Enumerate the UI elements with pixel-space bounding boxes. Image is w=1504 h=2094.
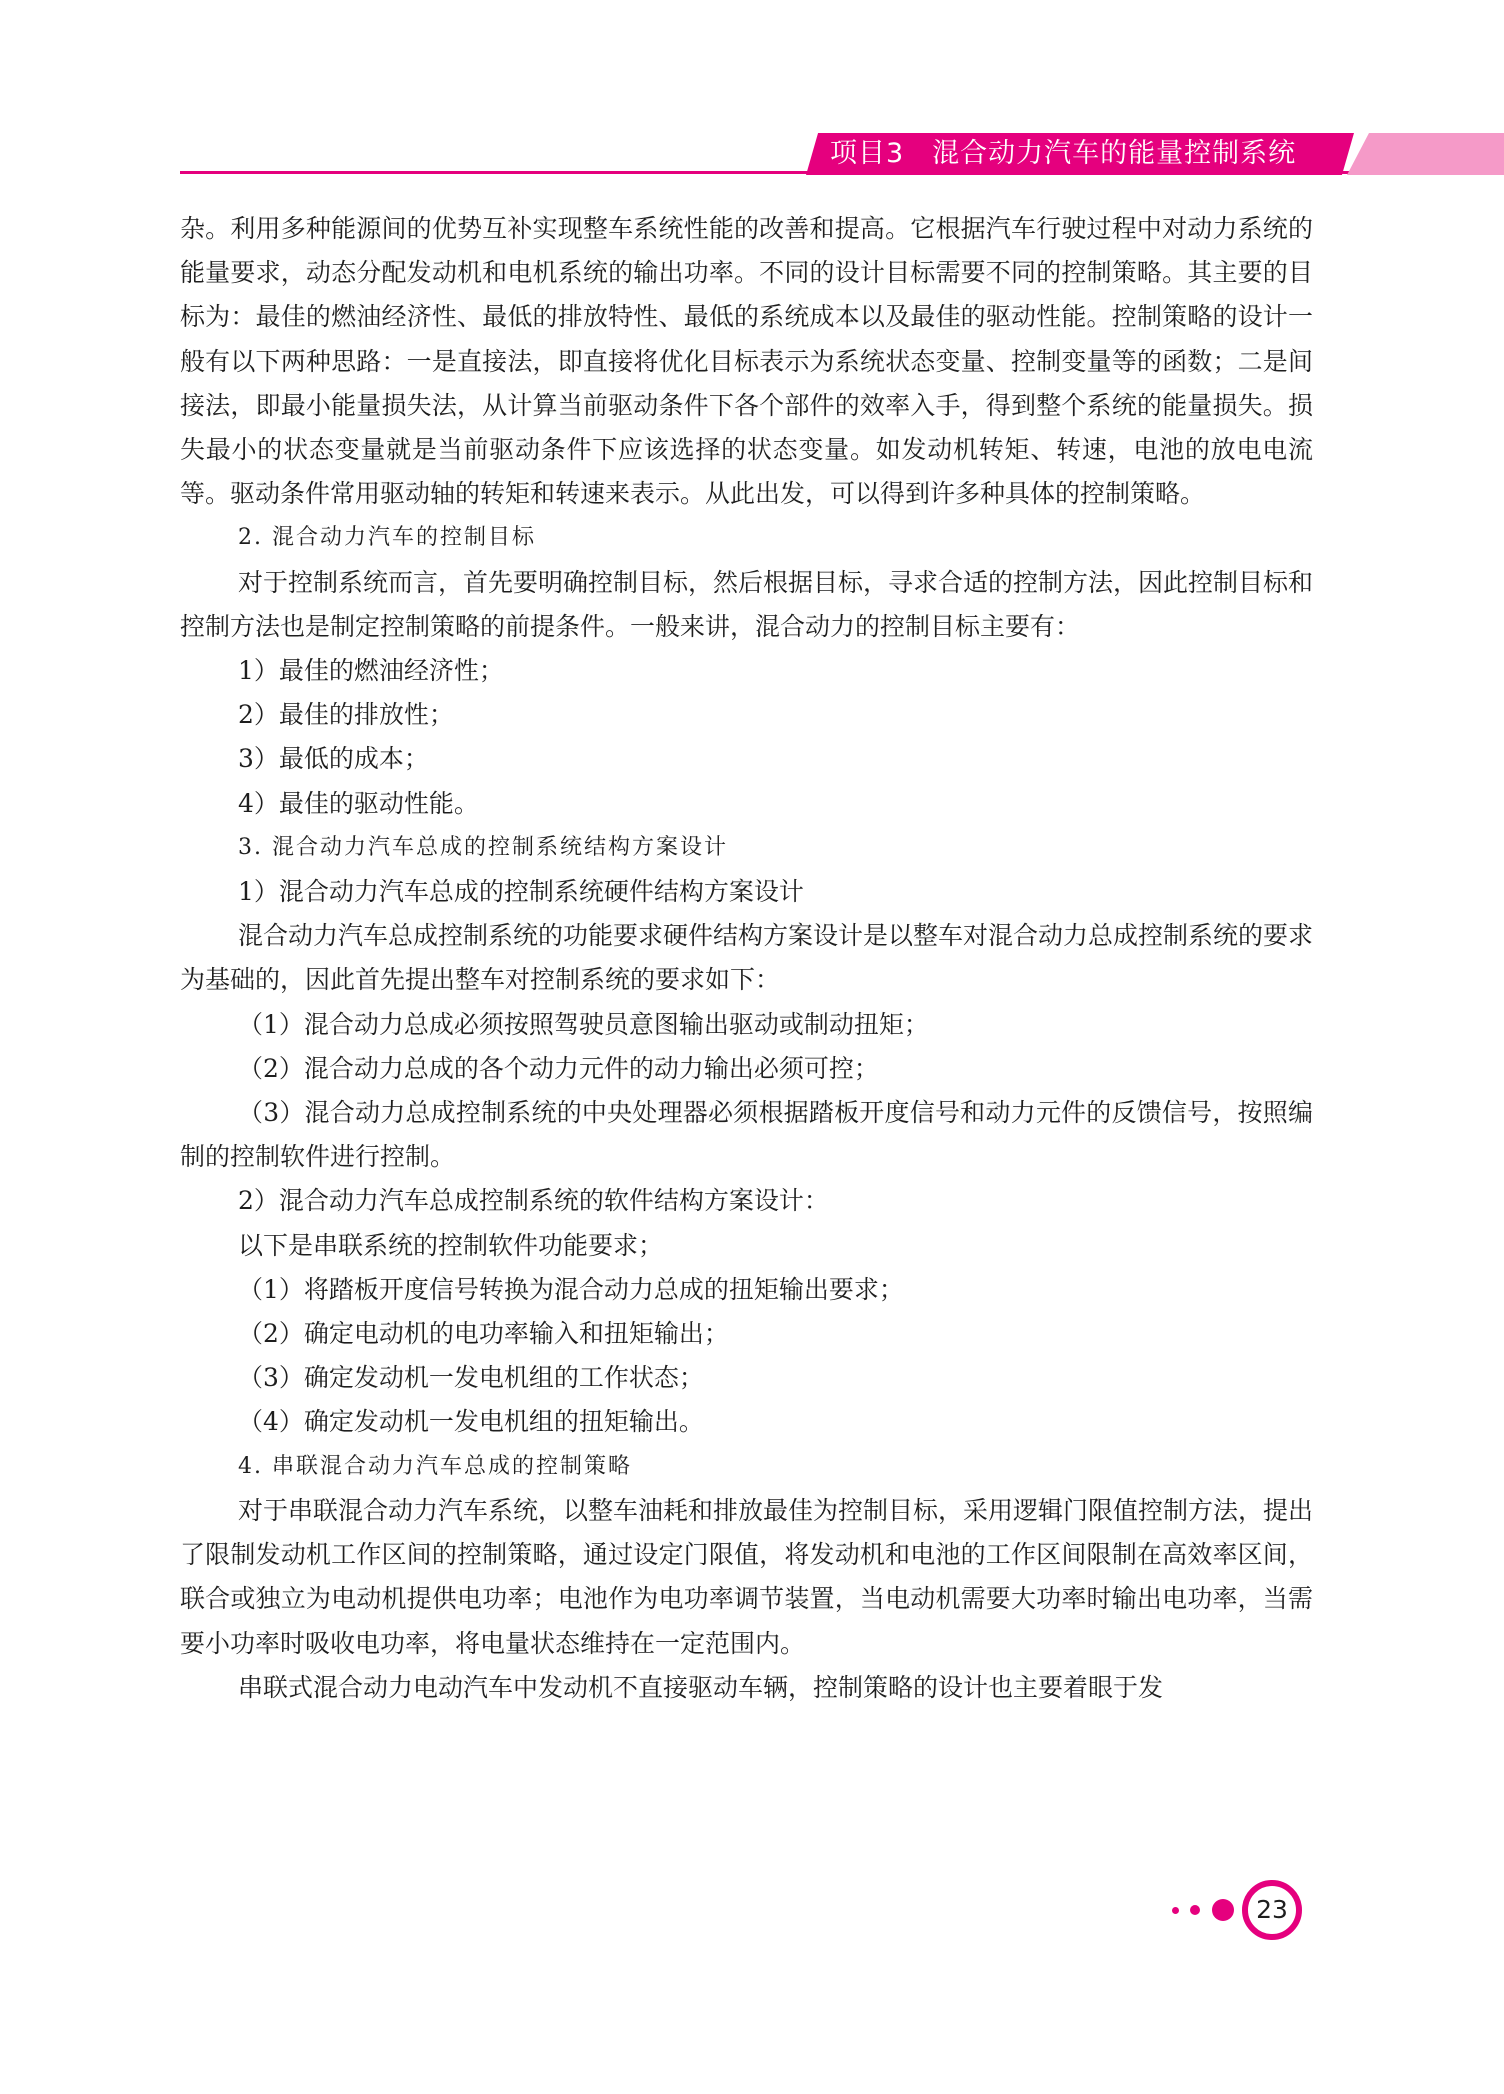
list-item: 2）混合动力汽车总成控制系统的软件结构方案设计： (238, 1186, 829, 1216)
section-heading: 4. 串联混合动力汽车总成的控制策略 (238, 1453, 632, 1479)
running-header-title: 项目3 混合动力汽车的能量控制系统 (830, 138, 1297, 169)
section-heading: 2. 混合动力汽车的控制目标 (238, 525, 536, 551)
list-item: 1）混合动力汽车总成的控制系统硬件结构方案设计 (238, 877, 804, 907)
list-item: 1）最佳的燃油经济性； (238, 656, 504, 686)
paragraph: 杂。利用多种能源间的优势互补实现整车系统性能的改善和提高。它根据汽车行驶过程中对动力系统的能量要求，动态分配发动机和电机系统的输出功率。不同的设计目标需要不同的控制策略。其主要的目标为：最佳的燃油经济性、最低的排放特性、最低的系统成本以及最佳的驱动性能。控制策略的设计一般有以下两种思路：一是直接法，即直接将优化目标表示为系统状态变量、控制变量等的函数；二是间接法，即最小能量损失法，从计算当前驱动条件下各个部件的效率入手，得到整个系统的能量损失。损失最小的状态变量就是当前驱动条件下应该选择的状态变量。如发动机转矩、转速，电池的放电电流等。驱动条件常用驱动轴的转矩和转速来表示。从此出发，可以得到许多种具体的控制策略。 (180, 214, 1313, 509)
paragraph: 混合动力汽车总成控制系统的功能要求硬件结构方案设计是以整车对混合动力总成控制系统的要求为基础的，因此首先提出整车对控制系统的要求如下： (180, 921, 1313, 995)
decor-dot-small (1172, 1907, 1179, 1914)
paragraph: 串联式混合动力电动汽车中发动机不直接驱动车辆，控制策略的设计也主要着眼于发 (238, 1672, 1164, 1702)
decor-dot-large (1212, 1899, 1234, 1921)
list-item: 4）最佳的驱动性能。 (238, 788, 479, 818)
list-item: （2）混合动力总成的各个动力元件的动力输出必须可控； (238, 1053, 879, 1083)
list-item: 以下是串联系统的控制软件功能要求； (238, 1230, 664, 1260)
paragraph: （3）混合动力总成控制系统的中央处理器必须根据踏板开度信号和动力元件的反馈信号，按照编制的控制软件进行控制。 (180, 1098, 1313, 1172)
page-number: 23 (1242, 1880, 1302, 1940)
decor-dot-medium (1190, 1905, 1200, 1915)
list-item: （2）确定电动机的电功率输入和扭矩输出； (238, 1319, 729, 1349)
list-item: （3）确定发动机一发电机组的工作状态； (238, 1363, 704, 1393)
body-text (180, 207, 1313, 1710)
list-item: 3）最低的成本； (238, 744, 429, 774)
list-item: （1）将踏板开度信号转换为混合动力总成的扭矩输出要求； (238, 1274, 904, 1304)
list-item: （4）确定发动机一发电机组的扭矩输出。 (238, 1407, 704, 1437)
paragraph: 对于控制系统而言，首先要明确控制目标，然后根据目标，寻求合适的控制方法，因此控制目标和控制方法也是制定控制策略的前提条件。一般来讲，混合动力的控制目标主要有： (180, 567, 1313, 641)
list-item: 2）最佳的排放性； (238, 700, 454, 730)
list-item: （1）混合动力总成必须按照驾驶员意图输出驱动或制动扭矩； (238, 1009, 929, 1039)
section-heading: 3. 混合动力汽车总成的控制系统结构方案设计 (238, 834, 728, 860)
header-tab-accent (1347, 133, 1504, 175)
page-number-badge (1160, 1880, 1320, 1940)
paragraph: 对于串联混合动力汽车系统，以整车油耗和排放最佳为控制目标，采用逻辑门限值控制方法，提出了限制发动机工作区间的控制策略，通过设定门限值，将发动机和电池的工作区间限制在高效率区间，联合或独立为电动机提供电功率；电池作为电功率调节装置，当电动机需要大功率时输出电功率，当需要小功率时吸收电功率，将电量状态维持在一定范围内。 (180, 1495, 1313, 1658)
